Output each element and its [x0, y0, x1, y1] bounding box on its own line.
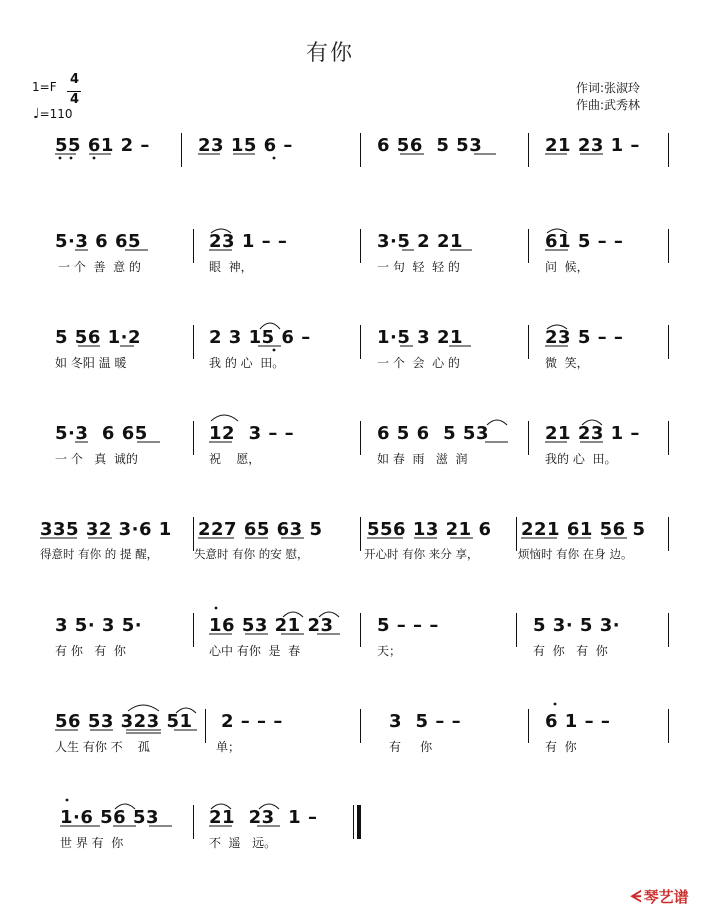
time-signature-numerator: 4	[70, 72, 80, 87]
measure-lyrics: 失意时 有你 的安 慰，	[194, 547, 309, 561]
staff-row-7	[0, 706, 715, 776]
barline	[528, 325, 529, 359]
tempo-marking	[33, 106, 73, 122]
barline	[668, 229, 669, 263]
lyricist-credit: 作词:张淑玲	[576, 81, 641, 95]
final-barline-thick	[357, 805, 361, 839]
final-barline-thin	[353, 805, 354, 839]
barline	[528, 421, 529, 455]
barline	[205, 709, 206, 743]
staff-row-8	[0, 802, 715, 872]
logo-text: 琴艺谱	[643, 888, 689, 906]
staff-row-6	[0, 610, 715, 680]
barline	[668, 325, 669, 359]
barline	[668, 709, 669, 743]
quarter-note-icon: ♩	[33, 106, 40, 122]
barline	[360, 613, 361, 647]
measure-notes: 5 – – –	[377, 615, 439, 636]
tempo-value: =110	[39, 107, 73, 121]
measure-lyrics: 一 个 会 心 的	[377, 356, 460, 370]
measure-lyrics: 有 你 有 你	[55, 644, 126, 658]
measure-notes: 3·5 2 21	[377, 231, 463, 252]
measure-lyrics: 微 笑，	[545, 356, 589, 370]
barline	[181, 133, 182, 167]
measure-notes: 21 23 1 –	[545, 135, 640, 156]
measure-notes: 6 5 6 5 53	[377, 423, 489, 444]
measure-notes: 55 61 2 –	[55, 135, 150, 156]
measure-lyrics: 一 个 真 诚的	[55, 452, 138, 466]
time-signature-denominator: 4	[70, 92, 80, 107]
measure-notes: 6 56 5 53	[377, 135, 483, 156]
measure-notes: 3 5 – –	[389, 711, 462, 732]
measure-notes: 556 13 21 6	[367, 519, 492, 540]
measure-lyrics: 得意时 有你 的 提 醒，	[40, 547, 159, 561]
measure-lyrics: 不 遥 远。	[209, 836, 277, 850]
measure-lyrics: 烦恼时 有你 在身 边。	[518, 547, 633, 561]
measure-notes: 23 5 – –	[545, 327, 624, 348]
barline	[668, 421, 669, 455]
staff-row-5	[0, 514, 715, 584]
barline	[193, 613, 194, 647]
measure-lyrics: 人生 有你 不 孤	[55, 740, 150, 754]
measure-notes: 227 65 63 5	[198, 519, 323, 540]
measure-lyrics: 心中 有你 是 春	[209, 644, 301, 658]
measure-lyrics: 我的 心 田。	[545, 452, 617, 466]
measure-notes: 2 – – –	[221, 711, 283, 732]
measure-notes: 5·3 6 65	[55, 423, 148, 444]
measure-lyrics: 有 你	[389, 740, 433, 754]
measure-lyrics: 我 的 心 田。	[209, 356, 285, 370]
barline	[528, 229, 529, 263]
key-signature: 1=F	[32, 80, 57, 94]
staff-row-3	[0, 322, 715, 392]
measure-lyrics: 问 候，	[545, 260, 589, 274]
barline	[193, 421, 194, 455]
logo-icon: ᗕ	[630, 887, 642, 906]
barline	[360, 325, 361, 359]
staff-row-4	[0, 418, 715, 488]
barline	[360, 421, 361, 455]
measure-notes: 335 32 3·6 1	[40, 519, 172, 540]
measure-notes: 3 5· 3 5·	[55, 615, 143, 636]
composer-credit: 作曲:武秀林	[576, 98, 641, 112]
barline	[528, 133, 529, 167]
barline	[193, 325, 194, 359]
measure-notes: 23 15 6 –	[198, 135, 293, 156]
barline	[360, 133, 361, 167]
barline	[193, 229, 194, 263]
measure-lyrics: 单；	[216, 740, 241, 754]
measure-lyrics: 有 你	[545, 740, 577, 754]
measure-notes: 1·6 56 53	[60, 807, 160, 828]
measure-notes: 1·5 3 21	[377, 327, 463, 348]
measure-lyrics: 一 句 轻 轻 的	[377, 260, 460, 274]
page-title: 有你	[305, 41, 354, 66]
measure-lyrics: 如 冬阳 温 暖	[55, 356, 127, 370]
measure-lyrics: 世 界 有 你	[60, 836, 124, 850]
measure-lyrics: 如 春 雨 滋 润	[377, 452, 468, 466]
barline	[668, 133, 669, 167]
barline	[668, 517, 669, 551]
measure-notes: 5 56 1·2	[55, 327, 141, 348]
measure-notes: 16 53 21 23	[209, 615, 334, 636]
barline	[516, 613, 517, 647]
site-logo	[630, 886, 689, 907]
barline	[360, 229, 361, 263]
measure-notes: 6 1 – –	[545, 711, 611, 732]
measure-lyrics: 眼 神，	[209, 260, 253, 274]
staff-row-1	[0, 130, 715, 200]
measure-lyrics: 有 你 有 你	[533, 644, 608, 658]
staff-row-2	[0, 226, 715, 296]
measure-notes: 5·3 6 65	[55, 231, 141, 252]
measure-lyrics: 开心时 有你 来分 享，	[364, 547, 479, 561]
measure-notes: 61 5 – –	[545, 231, 624, 252]
measure-notes: 23 1 – –	[209, 231, 288, 252]
measure-notes: 21 23 1 –	[209, 807, 318, 828]
measure-notes: 221 61 56 5	[521, 519, 646, 540]
measure-notes: 21 23 1 –	[545, 423, 640, 444]
barline	[668, 613, 669, 647]
measure-lyrics: 一 个 善 意 的	[58, 260, 141, 274]
barline	[516, 517, 517, 551]
measure-notes: 2 3 15 6 –	[209, 327, 311, 348]
measure-lyrics: 祝 愿，	[209, 452, 261, 466]
measure-lyrics: 天；	[377, 644, 402, 658]
measure-notes: 56 53 323 51	[55, 711, 193, 732]
barline	[360, 709, 361, 743]
measure-notes: 5 3· 5 3·	[533, 615, 621, 636]
barline	[193, 805, 194, 839]
barline	[360, 517, 361, 551]
measure-notes: 12 3 – –	[209, 423, 295, 444]
barline	[528, 709, 529, 743]
